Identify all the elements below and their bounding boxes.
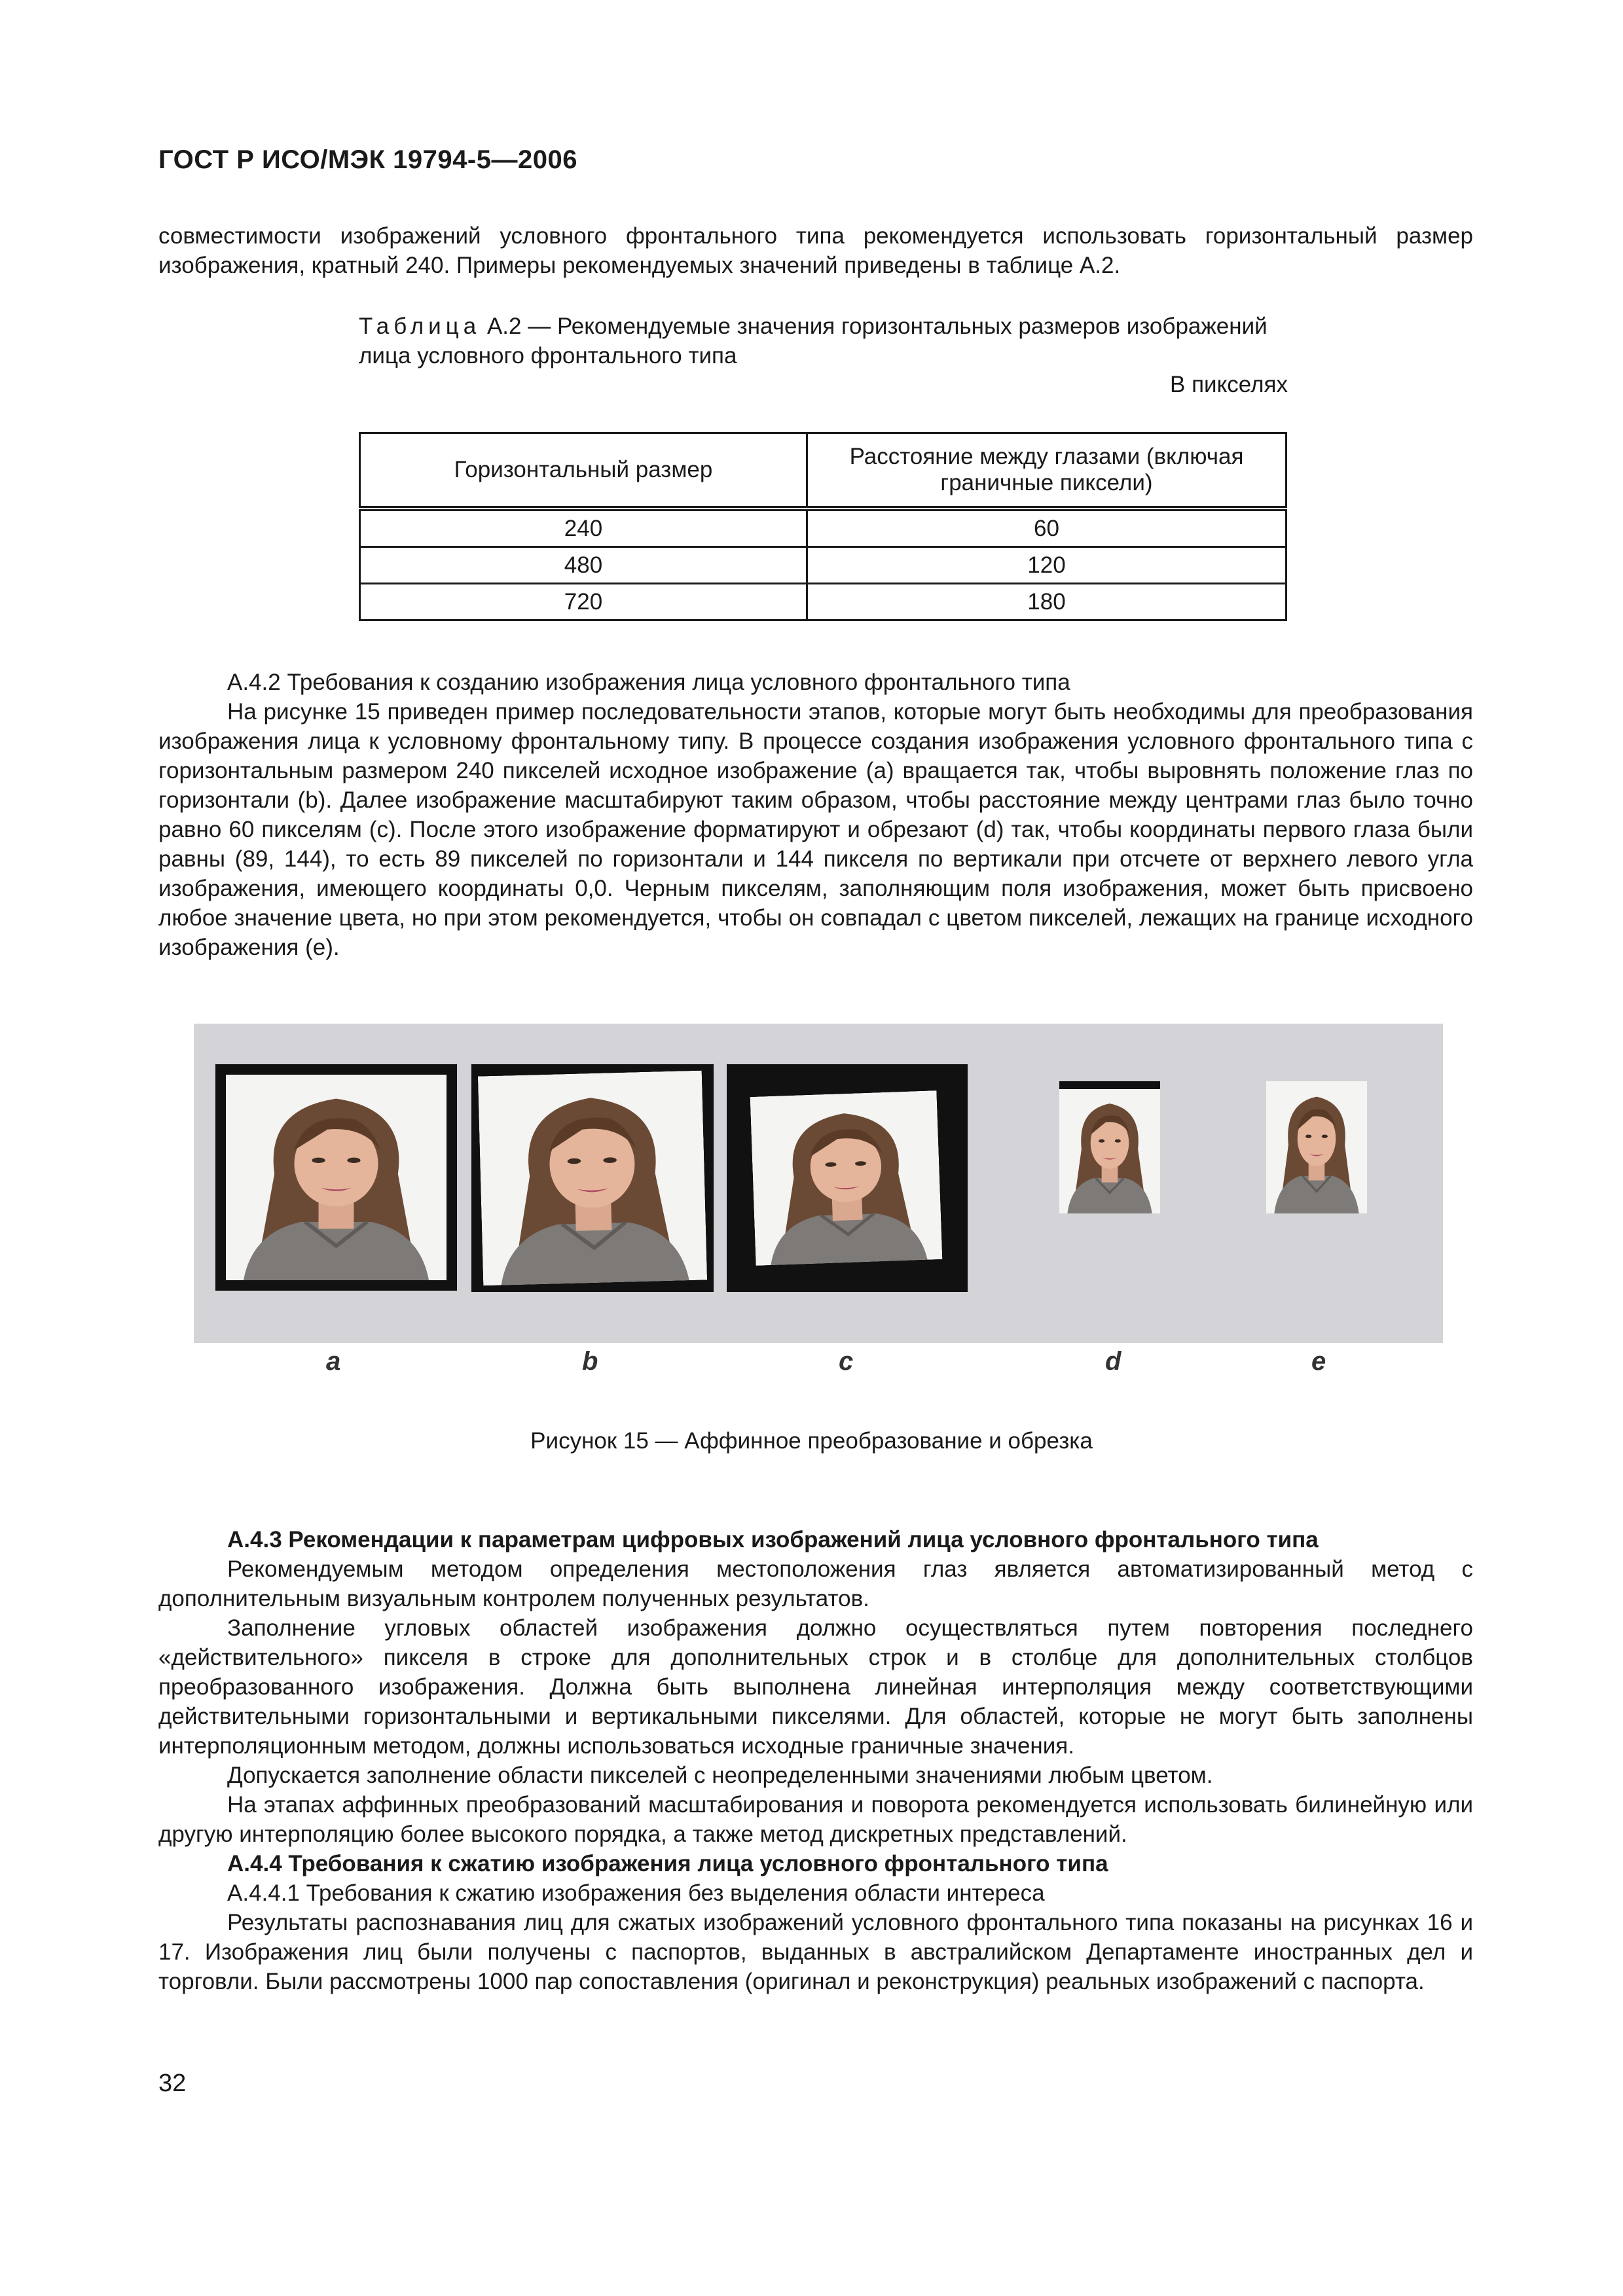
section-a44-subtitle: А.4.4.1 Требования к сжатию изображения без выделения области интереса [227, 1880, 1045, 1906]
table-cell: 180 [807, 584, 1286, 620]
table-cell: 720 [360, 584, 807, 620]
figure-image-e [1266, 1081, 1367, 1213]
table-row [360, 547, 1286, 584]
table-cell: 120 [807, 547, 1286, 584]
section-a43-paragraph: Рекомендуемым методом определения местоположения глаз является автоматизированный метод с дополнительным визуальным контролем полученных результатов. [158, 1556, 1473, 1611]
table-row [360, 584, 1286, 620]
column-header-horizontal-size: Горизонтальный размер [360, 433, 807, 509]
table-cell: 240 [360, 509, 807, 547]
column-header-eye-distance: Расстояние между глазами (включая граничные пиксели) [807, 433, 1286, 509]
section-a42-body: На рисунке 15 приведен пример последовательности этапов, которые могут быть необходимы для преобразования изображения лица к условному фронтальному типу. В процессе создания изображения условного фронтального типа с горизонтальным размером 240 пикселей исходное изображение (а) вращается так, чтобы выровнять положение глаз по горизонтали (b). Далее изображение масштабируют таким образом, чтобы расстояние между центрами глаз было точно равно 60 пикселям (с). После этого изображение форматируют и обрезают (d) так, чтобы координаты первого глаза были равны (89, 144), то есть 89 пикселей по горизонтали и 144 пикселя по вертикали при отсчете от верхнего левого угла изображения, имеющего координаты 0,0. Черным пикселям, заполняющим поля изображения, может быть присвоено любое значение цвета, но при этом рекомендуется, чтобы он совпадал с цветом пикселей, лежащих на границе исходного изображения (е). [158, 699, 1473, 960]
table-cell: 60 [807, 509, 1286, 547]
figure-label-e: e [1311, 1347, 1326, 1376]
page-number: 32 [158, 2070, 187, 2097]
section-a44-title: А.4.4 Требования к сжатию изображения лица условного фронтального типа [227, 1851, 1108, 1876]
section-a43-paragraph: На этапах аффинных преобразований масштабирования и поворота рекомендуется использовать билинейную или другую интерполяцию более высокого порядка, а также метод дискретных представлений. [158, 1792, 1473, 1847]
figure-image-a [215, 1064, 457, 1291]
figure-image-b [471, 1064, 714, 1292]
recommended-values-table [359, 432, 1287, 621]
table-caption-label: Таблица [359, 314, 481, 339]
intro-paragraph: совместимости изображений условного фронтального типа рекомендуется использовать горизонтальный размер изображения, кратный 240. Примеры рекомендуемых значений приведены в таблице А.2. [158, 223, 1473, 278]
figure-caption: Рисунок 15 — Аффинное преобразование и обрезка [530, 1428, 1093, 1454]
figure-label-b: b [582, 1347, 598, 1376]
figure-image-c [727, 1064, 968, 1292]
section-a42-title: А.4.2 Требования к созданию изображения лица условного фронтального типа [227, 670, 1070, 695]
figure-image-d [1059, 1081, 1160, 1213]
section-a43-paragraph: Заполнение угловых областей изображения должно осуществляться путем повторения последнего «действительного» пикселя в строке для дополнительных строк и в столбце для дополнительных столбцов преобразованного изображения. Должна быть выполнена линейная интерполяция между соответствующими действительными горизонтальными и вертикальными пикселями. Для областей, которые не могут быть заполнены интерполяционным методом, должны использоваться исходные граничные значения. [158, 1615, 1473, 1759]
figure-label-a: a [326, 1347, 341, 1376]
table-caption [359, 312, 1290, 370]
section-a44-body: Результаты распознавания лиц для сжатых изображений условного фронтального типа показаны на рисунках 16 и 17. Изображения лиц были получены с паспортов, выданных в австралийском Департаменте иностранных дел и торговли. Были рассмотрены 1000 пар сопоставления (оригинал и реконструкция) реальных изображений с паспорта. [158, 1910, 1473, 1994]
table-caption-text: А.2 — Рекомендуемые значения горизонтальных размеров изображений лица условного фронтального типа [359, 314, 1267, 368]
section-a43-paragraph: Допускается заполнение области пикселей с неопределенными значениями любым цветом. [227, 1763, 1213, 1788]
table-unit-note: В пикселях [1170, 372, 1288, 397]
section-a43-title: А.4.3 Рекомендации к параметрам цифровых изображений лица условного фронтального типа [227, 1527, 1319, 1552]
document-header: ГОСТ Р ИСО/МЭК 19794-5—2006 [158, 145, 577, 174]
table-cell: 480 [360, 547, 807, 584]
table-header-row [360, 433, 1286, 509]
table-row [360, 509, 1286, 547]
figure-label-c: c [839, 1347, 854, 1376]
figure-label-d: d [1105, 1347, 1122, 1376]
